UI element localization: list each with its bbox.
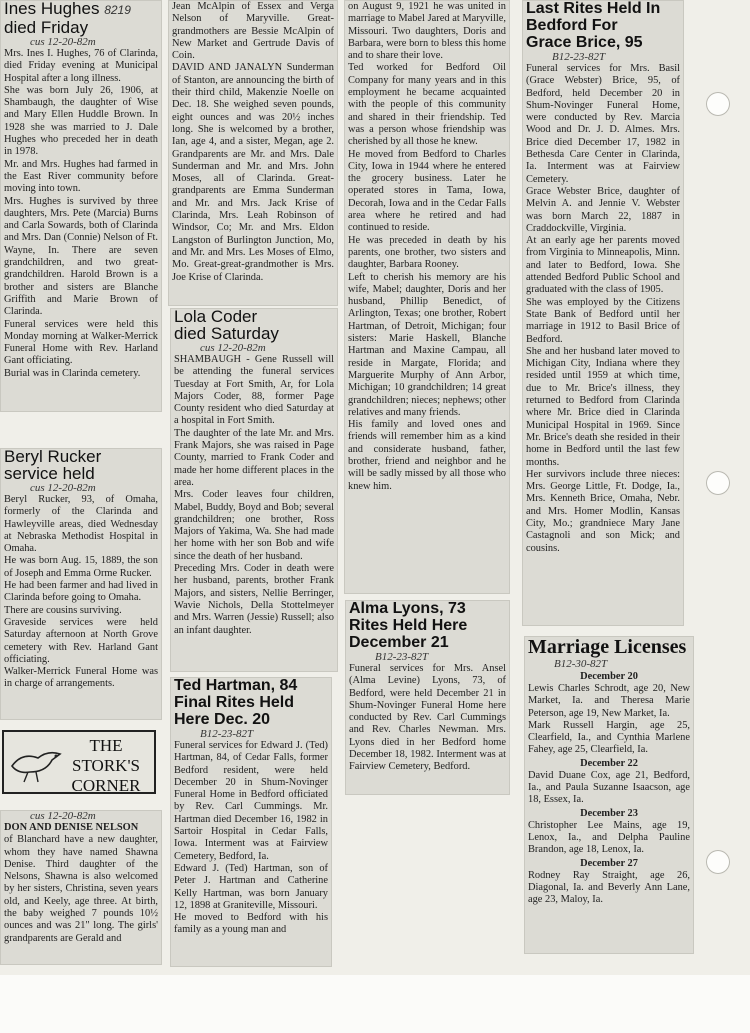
obituary-hartman — [170, 677, 332, 967]
handwritten-note: B12-30-82T — [554, 658, 608, 670]
handwritten-note: cus 12-20-82m — [200, 342, 266, 354]
license-date: December 27 — [580, 857, 638, 869]
page-margin — [0, 975, 750, 1033]
obituary-coder — [170, 308, 338, 672]
license-date: December 22 — [580, 757, 638, 769]
stork-icon — [8, 736, 68, 786]
license-entries: David Duane Cox, age 21, Bedford, Ia., and Paula Suzanne Isaacson, age 18, Essex, Ia. — [528, 769, 690, 806]
handwritten-note: B12-23-82T — [375, 651, 429, 663]
handwritten-note: cus 12-20-82m — [30, 810, 96, 822]
obituary-brice — [522, 0, 684, 626]
license-entries: Christopher Lee Mains, age 19, Lenox, Ia., and Delpha Pauline Brandon, age 18, Lenox, Ia. — [528, 819, 690, 856]
article-body: Funeral services for Edward J. (Ted) Hartman, 84, of Cedar Falls, former Bedford resident, were held December 20 in Shum-Novinger Funeral Home in Bedford officiated by Rev. Carl Cummings. Mr. Hartman died December 16, 1982 in Sartoir Hospital in Cedar Falls, Iowa. Interment was at Fairview Cemetery, Bedford, Ia. Edward J. (Ted) Hartman, son of Peter J. Hartman and Catherine Kelly Hartman, was born January 12, 1898 at Graniteville, Missouri. He moved to Bedford with his family as a young man and — [174, 740, 328, 936]
article-body: Funeral services for Mrs. Basil (Grace Webster) Brice, 95, of Bedford, held December 20 in Shum-Novinger Funeral Home, were conducted by Rev. Marcia Wood and Dr. J. D. Almes. Mrs. Brice died December 17, 1982 in Bethesda Care Center in Clarinda, Ia. Interment was at Fairview Cemetery. Grace Webster Brice, daughter of Melvin A. and Jennie V. Webster was born March 22, 1887 in Craddockville, Virginia. At an early age her parents moved from Virginia to Minneapolis, Minn. and later to Bedford, Iowa. She attended Bedford Public School and graduated with the class of 1905. She was employed by the Citizens State Bank of Bedford until her marriage in 1912 to Basil Brice of Bedford. She and her husband later moved to Michigan City, Indiana where they resided until 1959 at which time, due to Mr. Brice's illness, they returned to Bedford from Clarinda where Mr. Brice died in Clarinda Municipal Hospital in 1969. Since Mr. Brice's death she resided in their home in Bedford until the last few months. Her survivors include three nieces: Mrs. George Little, Ft. Dodge, Ia., Mrs. Kenneth Brice, Omaha, Nebr. and Mrs. Homer Modlin, Kansas City, Mo.; grandniece Mary Jane Castagnoli and son Mick; and cousins. — [526, 63, 680, 554]
article-body: SHAMBAUGH - Gene Russell will be attending the funeral services Tuesday at Fort Smith, Ar, for Lola Majors Coder, 88, former Page County resident who died Saturday at a hospital in Fort Smith. The daughter of the late Mr. and Mrs. Frank Majors, she was raised in Page County, married to Frank Coder and made her home different places in the area. Mrs. Coder leaves four children, Mabel, Buddy, Boyd and Bob; several grandchildren; one brother, Ross Majors of Yakima, Wa. She had made her home with her son Bob and wife since the death of her husband. Preceding Mrs. Coder in death were her husband, parents, brother Frank Majors, and sisters, Nellie Berringer, Wavie Nichols, Della Stottelmeyer and Mrs. Warren (Jessie) Russell; also an infant daughter. — [174, 354, 334, 636]
birth-announcement-nelson — [0, 810, 162, 965]
license-entries: Rodney Ray Straight, age 26, Diagonal, Ia. and Beverly Ann Lane, age 23, Maloy, Ia. — [528, 869, 690, 906]
headline: Ted Hartman, 84 Final Rites Held Here Dec. 20 — [174, 677, 298, 728]
headline: Alma Lyons, 73 Rites Held Here December 21 — [349, 600, 468, 651]
binder-hole — [706, 92, 730, 116]
headline-line-2: died Saturday — [174, 324, 279, 343]
license-date: December 23 — [580, 807, 638, 819]
handwritten-note: B12-23-82T — [200, 728, 254, 740]
article-body: Funeral services for Mrs. Ansel (Alma Levine) Lyons, 73, of Bedford, were held December 21 in Shum-Novinger Funeral Home here conducted by Rev. Carl Cummings and Rev. Charles Newman. Mrs. Lyons died in her Bedford home December 18, 1982. Interment was at Fairview Cemetery, Bedford. — [349, 663, 506, 773]
headline-line-2: died Friday — [4, 18, 89, 37]
headline-line-2: service held — [4, 464, 95, 483]
handwritten-note: cus 12-20-82m — [30, 482, 96, 494]
article-body: of Blanchard have a new daughter, whom they have named Shawna Denise. Third daughter of the Nelsons, Shawna is also welcomed by her sisters, Christina, seven years old, and Keely, age three. At birth, the baby weighed 7 pounds 10½ ounces and was 21" long. The girls' grandparents are Gerald and — [4, 834, 158, 944]
storks-corner-logo — [2, 730, 156, 794]
handwritten-note: 8219 — [104, 3, 131, 17]
article-body: Jean McAlpin of Essex and Verga Nelson of Maryville. Great-grandmothers are Bessie McAlpin of New Market and Gertrude Davis of Coin. DAVID AND JANALYN Sunderman of Stanton, are announcing the birth of their third child, Makenzie Noelle on Dec. 18. She weighed seven pounds, eight ounces and was 20½ inches long. She is welcomed by a brother, Ian, age 4, and a sister, Megan, age 2. Grandparents are Mr. and Mrs. Dale Sunderman and Mr. and Mrs. John Moses, all of Clarinda. Great-grandparents are Emma Sunderman and Mr. and Mrs. Jack Krise of Clarinda, Mrs. Leah Robinson of Windsor, Co; Mr. and Mrs. Eldon Langston of Burlington Junction, Mo, and Mr. and Mrs. Les Moses of Elmo, Mo. Great-great-grandmother is Mrs. Joe Krise of Clarinda. — [172, 1, 334, 283]
handwritten-note: B12-23-82T — [552, 51, 606, 63]
obituary-lyons — [345, 600, 510, 795]
obituary-rucker — [0, 448, 162, 720]
license-entries: Lewis Charles Schrodt, age 20, New Market, Ia. and Theresa Marie Peterson, age 19, New Market, Ia. Mark Russell Hargin, age 25, Clearfield, Ia., and Cynthia Marlene Fahey, age 25, Clearfield, Ia. — [528, 683, 690, 756]
headline: Last Rites Held In Bedford For Grace Brice, 95 — [526, 0, 661, 51]
births-continued — [168, 0, 338, 306]
handwritten-note: cus 12-20-82m — [30, 36, 96, 48]
headline-line-1: Beryl Rucker — [4, 448, 102, 466]
headline: Marriage Licenses — [528, 636, 687, 658]
article-body: on August 9, 1921 he was united in marriage to Mabel Jared at Maryville, Missouri. Two daughters, Doris and Barbara, were born to bless this home and to share their love. Ted worked for Bedford Oil Company for many years and in this employment he became acquainted with the people of this community and shared in their friendship. Ted was a person whose friendship was cherished by all those he knew. He moved from Bedford to Charles City, Iowa in 1944 where he entered the grocery business. Later he operated stores in Tama, Iowa, Decorah, Iowa and in the Cedar Falls area where he retired and had continued to reside. He was preceded in death by his parents, one brother, two sisters and daughter, Barbara Rooney. Left to cherish his memory are his wife, Mabel; daughter, Doris and her husband, Phillip Benedict, of Arlington, Texas; one brother, Robert Hartman, of Detroit, Michigan; four sisters: Marie Haskell, Blanche Hartman and Maxine Campau, all reside in Margate, Florida; and Marguerite Murphy of Ann Arbor, Michigan; 10 grandchildren; 14 great grandchildren; nieces; nephews; other relatives and many friends. His family and loved ones and friends will remember him as a kind and considerate husband, father, brother, friend and neighbor and he will be sadly missed by all those who knew him. — [348, 1, 506, 492]
headline-line-1: Ines Hughes — [4, 0, 100, 18]
headline-line-1: Lola Coder — [174, 308, 258, 326]
storks-corner-title: THE STORK'S CORNER — [71, 736, 141, 795]
marriage-licenses — [524, 636, 694, 954]
binder-hole — [706, 471, 730, 495]
announcement-names: DON AND DENISE NELSON — [4, 822, 139, 833]
article-body: Mrs. Ines I. Hughes, 76 of Clarinda, died Friday evening at Municipal Hospital after a long illness. She was born July 26, 1906, at Shambaugh, the daughter of Wise and Mary Ellen Huddle Brown. In 1928 she was married to J. Dale Hughes who preceded her in death in 1978. Mr. and Mrs. Hughes had farmed in the East River community before moving into town. Mrs. Hughes is survived by three daughters, Mrs. Pete (Marcia) Burns and Carla Sowards, both of Clarinda and Mrs. Dan (Connie) Nelson of Ft. Wayne, In. There are seven grandchildren, and two great-grandchildren. Harold Brown is a brother and sisters are Blanche Griffith and Marie Brown of Clarinda. Funeral services were held this Monday morning at Walker-Merrick Funeral Home with Rev. Harland Gant officiating. Burial was in Clarinda cemetery. — [4, 48, 158, 379]
headline — [0, 0, 162, 19]
obituary-hughes — [0, 0, 162, 412]
binder-hole — [706, 850, 730, 874]
article-body: Beryl Rucker, 93, of Omaha, formerly of the Clarinda and Hawleyville areas, died Wednesday at Nebraska Methodist Hospital in Omaha. He was born Aug. 15, 1889, the son of Joseph and Emma Orme Rucker. He had been farmer and had lived in Clarinda before going to Omaha. There are cousins surviving. Graveside services were held Saturday afternoon at North Grove cemetery with Rev. Harland Gant officiating. Walker-Merrick Funeral Home was in charge of arrangements. — [4, 494, 158, 690]
obituary-hartman-continued — [344, 0, 510, 594]
license-date: December 20 — [580, 671, 638, 682]
